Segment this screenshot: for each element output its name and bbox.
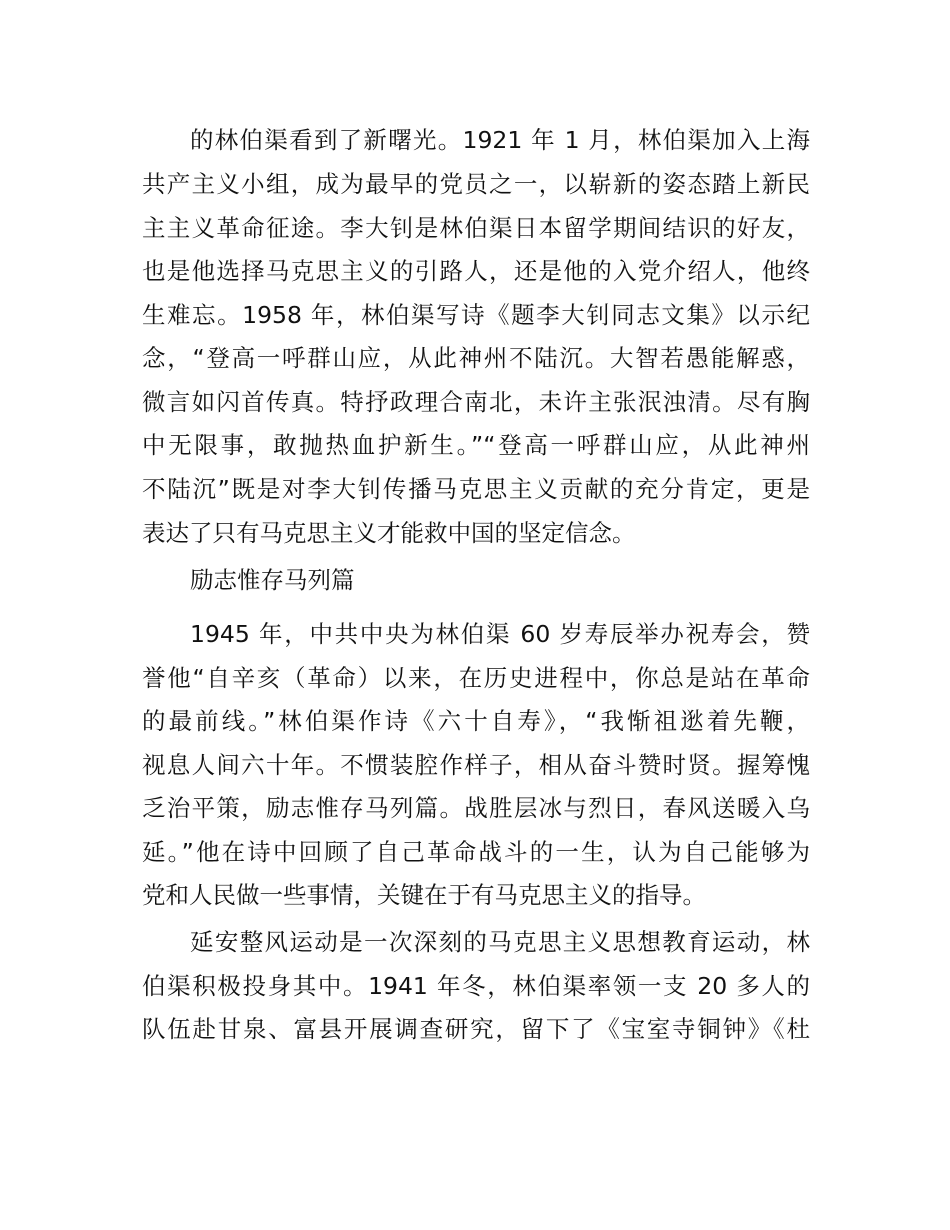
text-line: 主主义革命征途。李大钊是林伯渠日本留学期间结识的好友， [142,214,810,242]
text-line: 乏治平策，励志惟存马列篇。战胜层冰与烈日，春风送暖入乌 [142,794,810,822]
text-line: 延安整风运动是一次深刻的马克思主义思想教育运动，林 [190,928,810,956]
text-line: 伯渠积极投身其中。1941 年冬，林伯渠率领一支 20 多人的 [142,972,810,1000]
text-line: 不陆沉”既是对李大钊传播马克思主义贡献的充分肯定，更是 [142,475,810,503]
text-line: 也是他选择马克思主义的引路人，还是他的入党介绍人，他终 [142,257,810,285]
text-line: 微言如闪首传真。特抒政理合南北，未许主张泯浊清。尽有胸 [142,388,810,416]
text-line: 表达了只有马克思主义才能救中国的坚定信念。 [142,519,636,547]
text-line: 生难忘。1958 年，林伯渠写诗《题李大钊同志文集》以示纪 [142,301,810,329]
text-line: 的最前线。”林伯渠作诗《六十自寿》，“我惭祖逖着先鞭， [142,707,810,735]
text-line: 队伍赴甘泉、富县开展调查研究，留下了《宝室寺铜钟》《杜 [142,1015,810,1043]
text-line: 共产主义小组，成为最早的党员之一，以崭新的姿态踏上新民 [142,170,810,198]
section-heading: 励志惟存马列篇 [190,566,355,594]
text-line: 誉他“自辛亥（革命）以来，在历史进程中，你总是站在革命 [142,664,810,692]
text-line: 念，“登高一呼群山应，从此神州不陆沉。大智若愚能解惑， [142,344,810,372]
text-line: 延。”他在诗中回顾了自己革命战斗的一生，认为自己能够为 [142,838,810,866]
text-line: 视息人间六十年。不惯装腔作样子，相从奋斗赞时贤。握筹愧 [142,751,810,779]
text-line: 党和人民做一些事情，关键在于有马克思主义的指导。 [142,881,706,909]
text-line: 的林伯渠看到了新曙光。1921 年 1 月，林伯渠加入上海 [190,126,810,154]
text-line: 1945 年，中共中央为林伯渠 60 岁寿辰举办祝寿会，赞 [190,620,810,648]
text-line: 中无限事，敢抛热血护新生。”“登高一呼群山应，从此神州 [142,431,810,459]
